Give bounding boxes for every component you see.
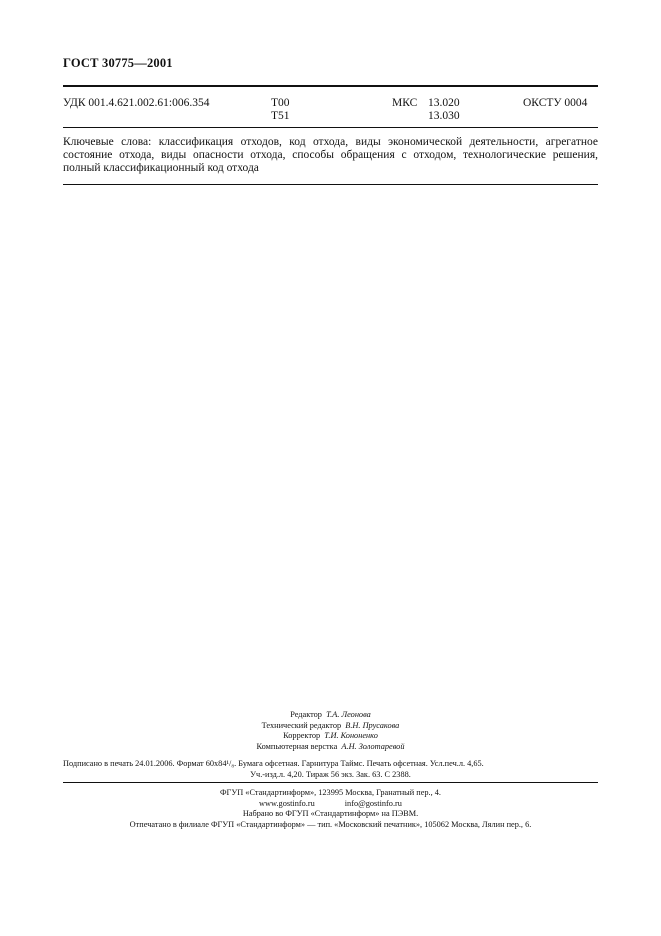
t-code-2: Т51 <box>271 110 290 122</box>
t-code-1: Т00 <box>271 97 290 109</box>
email-link[interactable]: info@gostinfo.ru <box>344 798 402 808</box>
contact-line <box>0 799 661 810</box>
bottom-rule <box>63 782 598 783</box>
document-title: ГОСТ 30775—2001 <box>63 56 173 70</box>
corrector-name: Т.И. Кононенко <box>324 731 378 741</box>
printed-line: Отпечатано в филиале ФГУП «Стандартинформ» — тип. «Московский печатник», 105062 Москва, Лялин пер., 6. <box>129 819 532 829</box>
publication-line-1: Подписано в печать 24.01.2006. Формат 60x84¹/₈. Бумага офсетная. Гарнитура Таймс. Печать офсетная. Усл.печ.л. 4,65. <box>63 759 484 768</box>
okstu-code: ОКСТУ 0004 <box>523 97 588 109</box>
keywords-rule <box>63 184 598 185</box>
website-link[interactable]: www.gostinfo.ru <box>259 798 315 808</box>
editor-name: Т.А. Леонова <box>326 710 371 719</box>
top-rule <box>63 85 598 87</box>
credits-block <box>0 710 661 752</box>
keywords-paragraph: Ключевые слова: классификация отходов, код отхода, виды экономической деятельности, агрегатное состояние отхода, виды опасности отхода, способы обращения с отходом, технологические решения, полный классификационный код отхода <box>63 136 598 174</box>
mks-code-2: 13.030 <box>428 110 460 122</box>
tech-editor-line: Технический редактор В.Н. Прусакова <box>261 720 400 730</box>
tech-editor-name: В.Н. Прусакова <box>345 720 400 730</box>
mks-label: МКС <box>392 97 418 109</box>
printing-block <box>0 788 661 830</box>
layout-line: Компьютерная верстка А.Н. Золотаревой <box>256 741 405 751</box>
mks-code-1: 13.020 <box>428 97 460 109</box>
editor-line: Редактор Т.А. Леонова <box>290 710 371 719</box>
publisher-address: ФГУП «Стандартинформ», 123995 Москва, Гранатный пер., 4. <box>220 788 441 797</box>
corrector-line: Корректор Т.И. Кононенко <box>283 731 378 741</box>
udk-code: УДК 001.4.621.002.61:006.354 <box>63 97 210 109</box>
typeset-line: Набрано во ФГУП «Стандартинформ» на ПЭВМ. <box>242 809 419 819</box>
publication-block <box>63 759 598 780</box>
publication-line-2: Уч.-изд.л. 4,20. Тираж 56 экз. Зак. 63. С 2388. <box>250 769 411 779</box>
layout-name: А.Н. Золотаревой <box>341 741 405 751</box>
mid-rule <box>63 127 598 128</box>
